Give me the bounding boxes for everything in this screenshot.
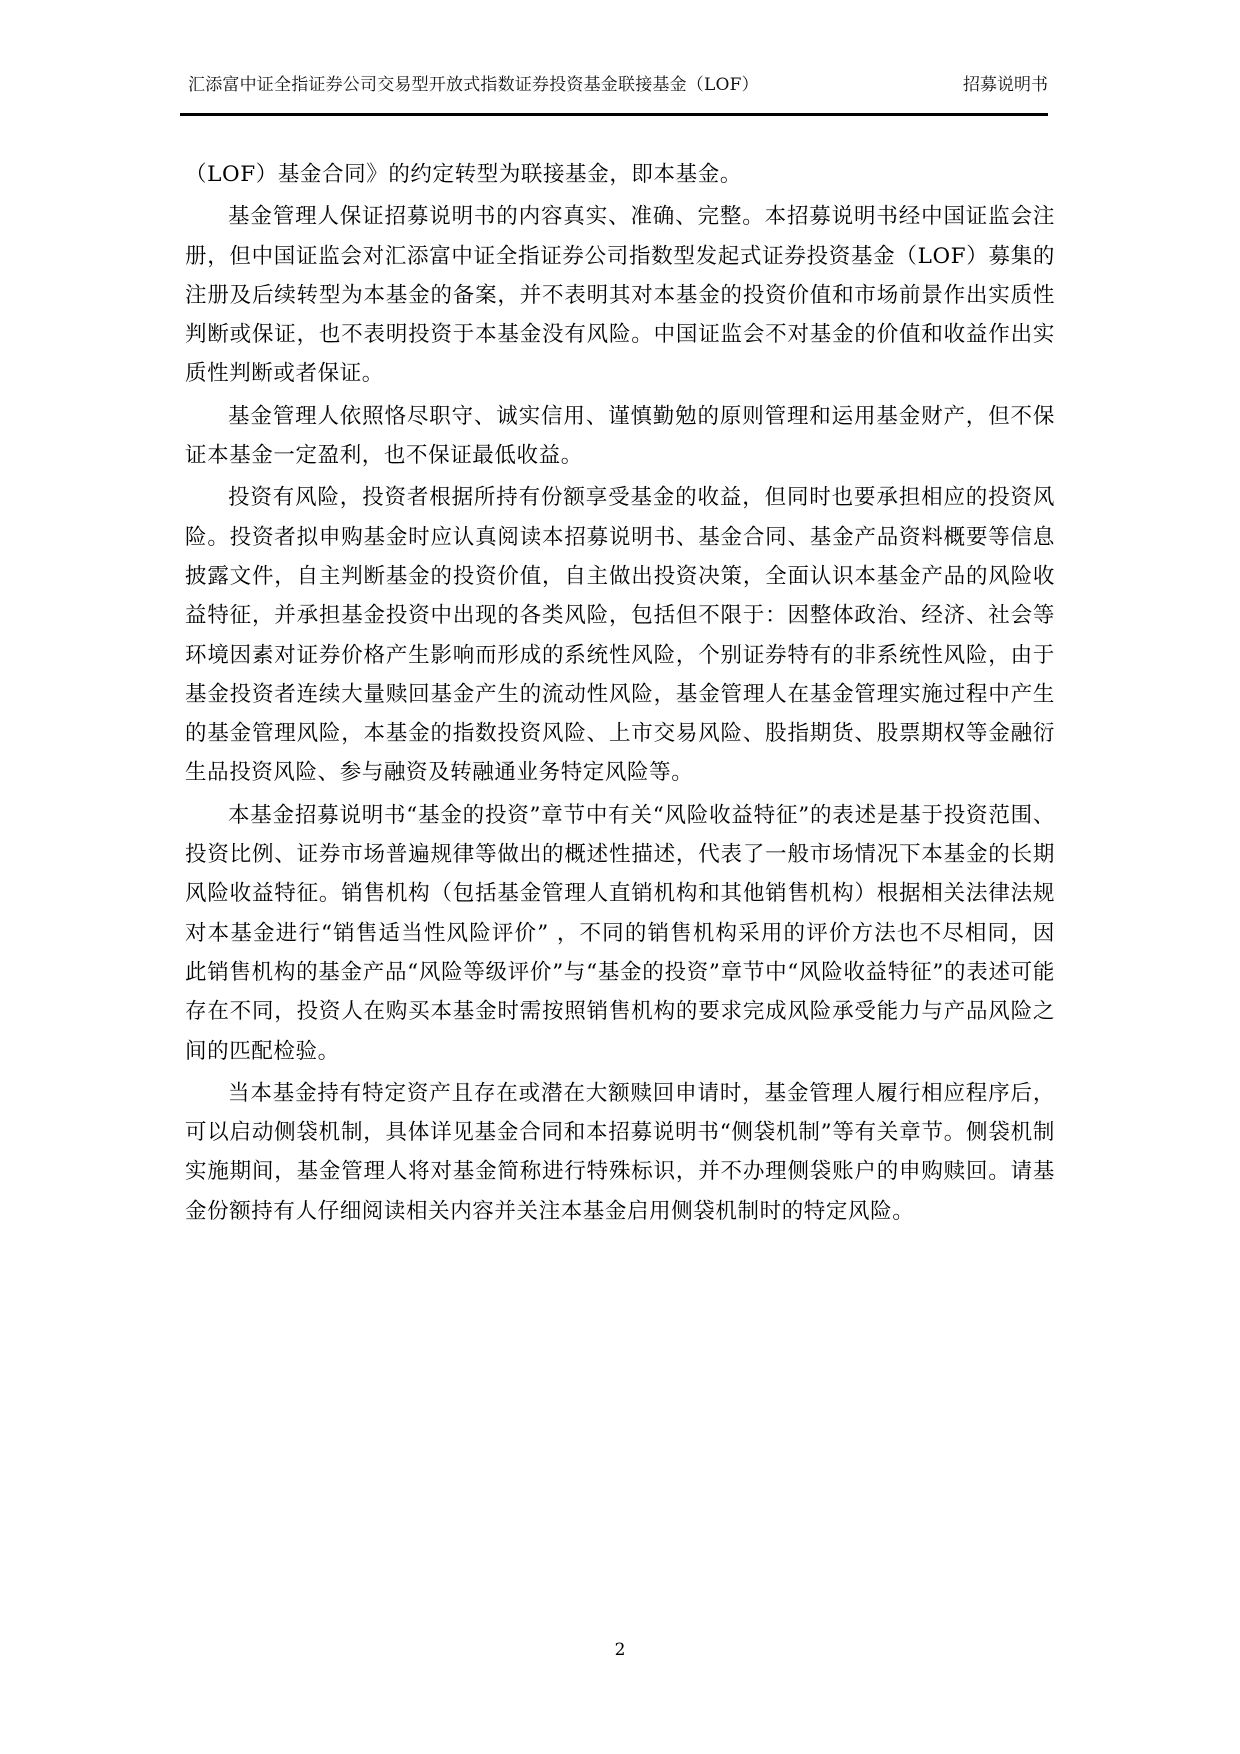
paragraph-side-pocket: 当本基金持有特定资产且存在或潜在大额赎回申请时，基金管理人履行相应程序后，可以启动侧袋机制，具体详见基金合同和本招募说明书“侧袋机制”等有关章节。侧袋机制实施期间，基金管理人将对基金简称进行特殊标识，并不办理侧袋账户的申购赎回。请基金份额持有人仔细阅读相关内容并关注本基金启用侧袋机制时的特定风险。: [185, 1080, 1055, 1224]
paragraph-manager-guarantee: 基金管理人保证招募说明书的内容真实、准确、完整。本招募说明书经中国证监会注册，但中国证监会对汇添富中证全指证券公司指数型发起式证券投资基金（LOF）募集的注册及后续转型为本基金的备案，并不表明其对本基金的投资价值和市场前景作出实质性判断或保证，也不表明投资于本基金没有风险。中国证监会不对基金的价值和收益作出实质性判断或者保证。: [185, 204, 1055, 387]
paragraph-continuation: （LOF）基金合同》的约定转型为联接基金，即本基金。: [185, 162, 742, 187]
header-rule: [180, 113, 1048, 116]
paragraph-investment-risk: 投资有风险，投资者根据所持有份额享受基金的收益，但同时也要承担相应的投资风险。投资者拟申购基金时应认真阅读本招募说明书、基金合同、基金产品资料概要等信息披露文件，自主判断基金的投资价值，自主做出投资决策，全面认识本基金产品的风险收益特征，并承担基金投资中出现的各类风险，包括但不限于：因整体政治、经济、社会等环境因素对证券价格产生影响而形成的系统性风险，个别证券特有的非系统性风险，由于基金投资者连续大量赎回基金产生的流动性风险，基金管理人在基金管理实施过程中产生的基金管理风险，本基金的指数投资风险、上市交易风险、股指期货、股票期权等金融衍生品投资风险、参与融资及转融通业务特定风险等。: [185, 485, 1055, 786]
page-number: 2: [614, 1640, 626, 1660]
header-fund-title: 汇添富中证全指证券公司交易型开放式指数证券投资基金联接基金（LOF）: [188, 75, 759, 95]
document-body: [185, 155, 1055, 1234]
paragraph-no-profit-guarantee: 基金管理人依照恪尽职守、诚实信用、谨慎勤勉的原则管理和运用基金财产，但不保证本基金一定盈利，也不保证最低收益。: [185, 403, 1055, 469]
paragraph-risk-characteristics: 本基金招募说明书“基金的投资”章节中有关“风险收益特征”的表述是基于投资范围、投资比例、证券市场普遍规律等做出的概述性描述，代表了一般市场情况下本基金的长期风险收益特征。销售机构（包括基金管理人直销机构和其他销售机构）根据相关法律法规对本基金进行“销售适当性风险评价” ，不同的销售机构采用的评价方法也不尽相同，因此销售机构的基金产品“风险等级评价”与“基金的投资”章节中“风险收益特征”的表述可能存在不同，投资人在购买本基金时需按照销售机构的要求完成风险承受能力与产品风险之间的匹配检验。: [185, 802, 1055, 1064]
header-doc-type: 招募说明书: [963, 75, 1048, 95]
page-header: [188, 70, 1048, 100]
